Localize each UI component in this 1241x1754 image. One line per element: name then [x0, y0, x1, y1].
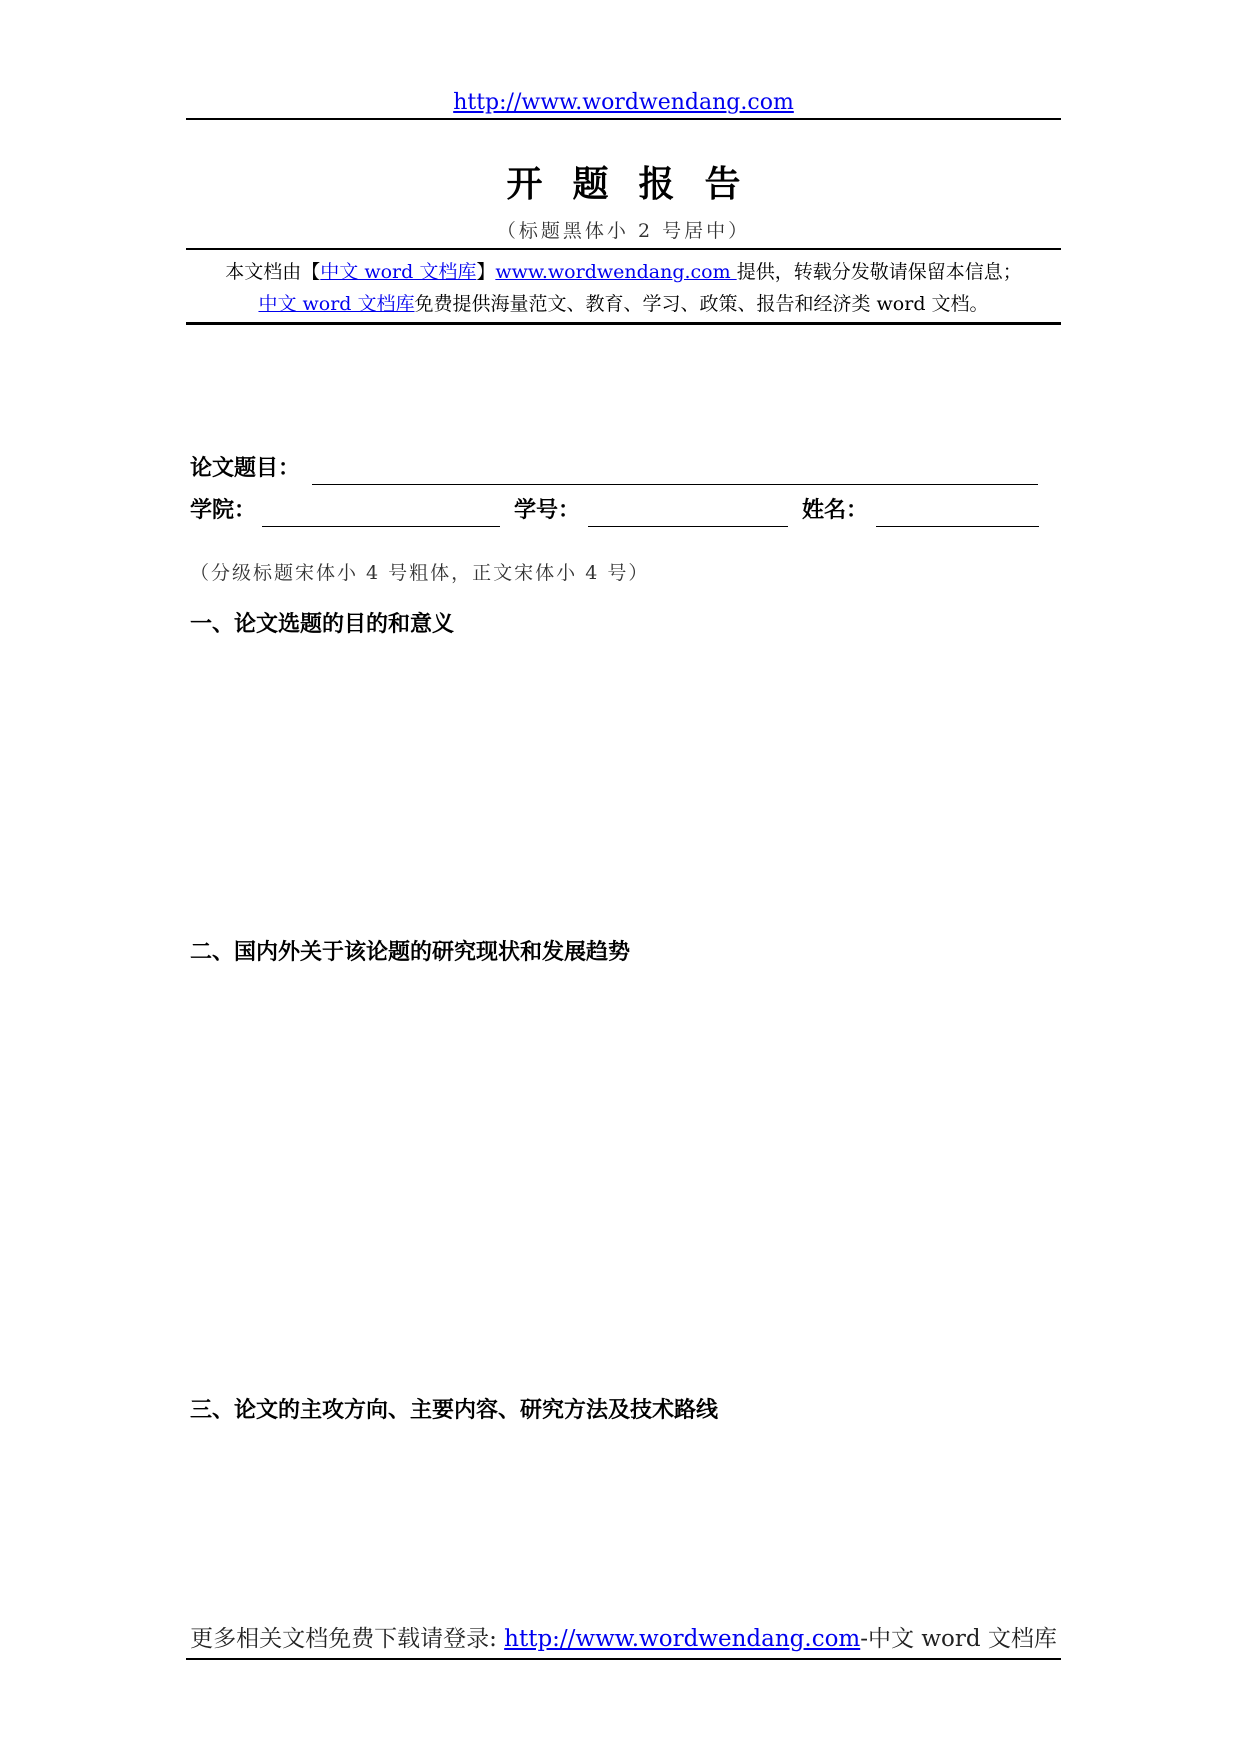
notice-bottom-rule — [186, 322, 1061, 325]
notice-line-2 — [186, 288, 1061, 320]
college-blank[interactable] — [262, 526, 500, 527]
section-heading-2: 二、国内外关于该论题的研究现状和发展趋势 — [190, 940, 631, 965]
page-title: 开题报告 — [506, 164, 771, 205]
section-heading-1: 一、论文选题的目的和意义 — [190, 612, 455, 637]
footer-rule — [186, 1658, 1061, 1660]
library-link[interactable]: 中文 word 文档库 — [320, 261, 477, 283]
student-id-label: 学号： — [514, 498, 581, 523]
website-link[interactable]: www.wordwendang.com — [495, 261, 737, 283]
name-blank[interactable] — [876, 526, 1039, 527]
notice-text: 本文档由【 — [225, 261, 321, 283]
name-label: 姓名： — [802, 498, 869, 523]
notice-line-1 — [186, 256, 1061, 288]
footer-text: -中文 word 文档库 — [860, 1626, 1057, 1652]
header-url[interactable] — [186, 88, 1061, 118]
thesis-title-label: 论文题目： — [190, 456, 301, 481]
notice-top-rule — [186, 248, 1061, 250]
footer — [186, 1623, 1061, 1655]
notice-text: 提供，转载分发敬请保留本信息； — [736, 261, 1022, 283]
thesis-title-blank[interactable] — [312, 484, 1038, 485]
footer-text: 更多相关文档免费下载请登录: — [190, 1626, 505, 1652]
section-heading-3: 三、论文的主攻方向、主要内容、研究方法及技术路线 — [190, 1398, 719, 1423]
footer-link[interactable]: http://www.wordwendang.com — [504, 1626, 861, 1652]
student-id-blank[interactable] — [588, 526, 788, 527]
header-rule — [186, 118, 1061, 120]
notice-text: 】 — [476, 261, 496, 283]
title-format-note: （标题黑体小 2 号居中） — [496, 220, 751, 242]
library-link[interactable]: 中文 word 文档库 — [258, 293, 415, 315]
college-label: 学院： — [190, 498, 257, 523]
header-link[interactable]: http://www.wordwendang.com — [453, 90, 794, 115]
format-note: （分级标题宋体小 4 号粗体，正文宋体小 4 号） — [190, 562, 650, 584]
notice-text: 免费提供海量范文、教育、学习、政策、报告和经济类 word 文档。 — [414, 293, 989, 315]
